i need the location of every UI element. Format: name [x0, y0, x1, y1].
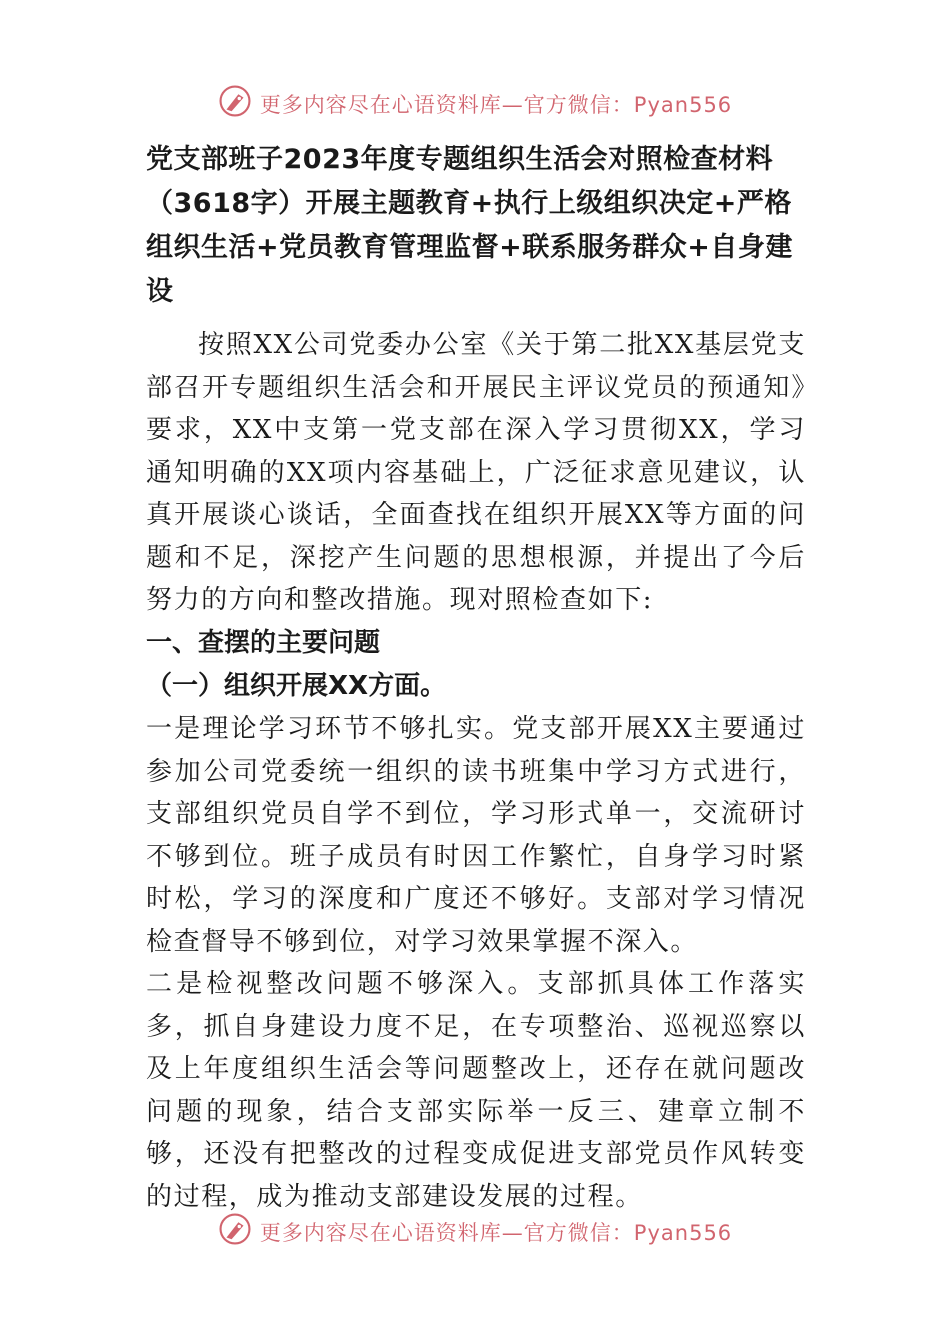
document-title: 党支部班子2023年度专题组织生活会对照检查材料（3618字）开展主题教育+执行上级组织决定+严格组织生活+党员教育管理监督+联系服务群众+自身建设: [146, 144, 793, 307]
paragraph-theory-study: 一是理论学习环节不够扎实。党支部开展XX主要通过参加公司党委统一组织的读书班集中学习方式进行，支部组织党员自学不到位，学习形式单一，交流研讨不够到位。班子成员有时因工作繁忙，自身学习时紧时松，学习的深度和广度还不够好。支部对学习情况检查督导不够到位，对学习效果掌握不深入。: [146, 714, 806, 957]
paragraph-rectification: 二是检视整改问题不够深入。支部抓具体工作落实多，抓自身建设力度不足，在专项整治、巡视巡察以及上年度组织生活会等问题整改上，还存在就问题改问题的现象，结合支部实际举一反三、建章立制不够，还没有把整改的过程变成促进支部党员作风转变的过程，成为推动支部建设发展的过程。: [146, 969, 806, 1212]
document-body: [146, 138, 806, 1218]
subsection-heading: （一）组织开展XX方面。: [146, 671, 447, 701]
watermark-text: 更多内容尽在心语资料库—官方微信：Pyan556: [259, 92, 733, 117]
pen-nib-logo-icon: [218, 84, 252, 123]
watermark-header: [0, 84, 950, 123]
intro-paragraph: 按照XX公司党委办公室《关于第二批XX基层党支部召开专题组织生活会和开展民主评议党员的预通知》要求，XX中支第一党支部在深入学习贯彻XX，学习通知明确的XX项内容基础上，广泛征求意见建议，认真开展谈心谈话，全面查找在组织开展XX等方面的问题和不足，深挖产生问题的思想根源，并提出了今后努力的方向和整改措施。现对照检查如下:: [146, 330, 806, 615]
watermark-text: 更多内容尽在心语资料库—官方微信：Pyan556: [259, 1220, 733, 1245]
section-heading: 一、查摆的主要问题: [146, 627, 381, 658]
pen-nib-logo-icon: [218, 1212, 252, 1251]
watermark-footer: [0, 1212, 950, 1251]
